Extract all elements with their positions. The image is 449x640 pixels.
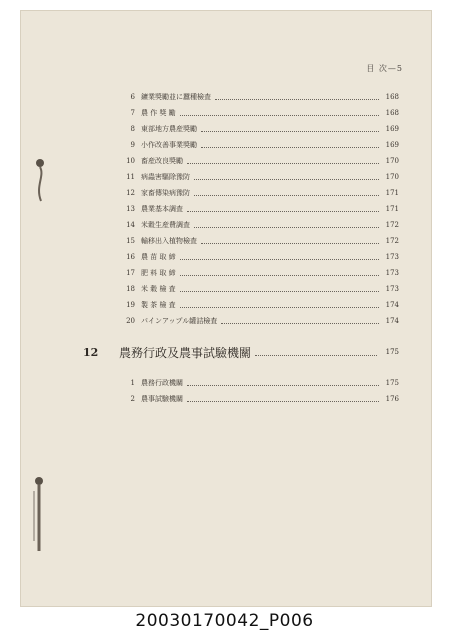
toc-page: 168 [385,93,399,101]
toc-title: 家畜傳染病豫防 [141,189,190,197]
toc-title: 米 穀 檢 査 [141,285,176,293]
section-title: 農務行政及農事試驗機關 [119,345,252,360]
toc-number: 1 [130,379,135,387]
toc-title: 小作改善事業獎勵 [141,141,197,149]
toc-section[interactable] [83,343,399,361]
toc-row[interactable] [113,299,399,311]
leader-dots [180,307,379,308]
toc-number: 7 [130,109,135,117]
toc-row[interactable] [113,91,399,103]
toc-page: 172 [385,221,399,229]
leader-dots [201,131,379,132]
toc-row[interactable] [113,315,399,327]
toc-number: 12 [126,189,135,197]
toc-page: 172 [385,237,399,245]
toc-page: 171 [385,189,399,197]
leader-dots [180,291,379,292]
toc-page: 170 [385,173,399,181]
toc-title: 鑛業獎勵並に蠶種檢査 [141,93,211,101]
leader-dots [180,275,379,276]
toc-row[interactable] [113,251,399,263]
toc-title: 農 苗 取 締 [141,253,176,261]
section-number: 12 [83,345,99,359]
leader-dots [187,385,379,386]
toc-number: 14 [126,221,135,229]
toc-row[interactable] [113,171,399,183]
toc-number: 6 [130,93,135,101]
toc-number: 18 [126,285,135,293]
toc-row[interactable] [113,107,399,119]
section-page: 175 [385,348,399,356]
toc-page: 175 [385,379,399,387]
toc-number: 8 [130,125,135,133]
toc-title: 農 作 獎 勵 [141,109,176,117]
toc-page: 173 [385,253,399,261]
leader-dots [187,401,379,402]
document-page [20,10,432,607]
toc-title: 農務行政機關 [141,379,183,387]
leader-dots [194,227,379,228]
leader-dots [187,163,379,164]
leader-dots [194,179,379,180]
toc-title: 農業基本調査 [141,205,183,213]
toc-row[interactable] [113,139,399,151]
toc-title: 病蟲害驅除豫防 [141,173,190,181]
leader-dots [201,147,379,148]
toc-title: 農事試驗機關 [141,395,183,403]
toc-row[interactable] [113,187,399,199]
toc-number: 2 [130,395,135,403]
toc-page: 174 [385,301,399,309]
leader-dots [255,355,377,356]
leader-dots [194,195,379,196]
toc-row[interactable] [113,155,399,167]
toc-row[interactable] [113,123,399,135]
toc-number: 10 [126,157,135,165]
toc-page: 168 [385,109,399,117]
binding-hole-top [31,151,53,211]
toc-page: 169 [385,125,399,133]
leader-dots [215,99,379,100]
toc-page: 173 [385,285,399,293]
toc-title: 輸移出入植物檢査 [141,237,197,245]
toc-page: 171 [385,205,399,213]
toc-row[interactable] [113,235,399,247]
toc-page: 173 [385,269,399,277]
toc-number: 16 [126,253,135,261]
toc-title: 製 茶 檢 査 [141,301,176,309]
toc-title: 畜産改良獎勵 [141,157,183,165]
archive-id-label: 20030170042_P006 [135,611,314,631]
page-header: 目 次—5 [366,64,403,73]
toc-subrow[interactable] [113,377,399,389]
toc-number: 11 [126,173,135,181]
leader-dots [201,243,379,244]
toc-row[interactable] [113,283,399,295]
toc-title: 肥 料 取 締 [141,269,176,277]
toc-number: 17 [126,269,135,277]
toc-row[interactable] [113,203,399,215]
leader-dots [180,115,379,116]
toc-number: 19 [126,301,135,309]
toc-page: 170 [385,157,399,165]
toc-title: 米穀生産費調査 [141,221,190,229]
toc-page: 174 [385,317,399,325]
leader-dots [180,259,379,260]
toc-subrow[interactable] [113,393,399,405]
toc-number: 20 [126,317,135,325]
toc-page: 169 [385,141,399,149]
toc-title: パインアップル罐詰檢査 [141,317,218,325]
binding-hole-bottom [31,471,53,561]
toc-number: 13 [126,205,135,213]
toc-number: 9 [130,141,135,149]
leader-dots [221,323,379,324]
toc-row[interactable] [113,267,399,279]
toc-row[interactable] [113,219,399,231]
toc-page: 176 [385,395,399,403]
toc-number: 15 [126,237,135,245]
toc-title: 東部地方農産獎勵 [141,125,197,133]
leader-dots [187,211,379,212]
